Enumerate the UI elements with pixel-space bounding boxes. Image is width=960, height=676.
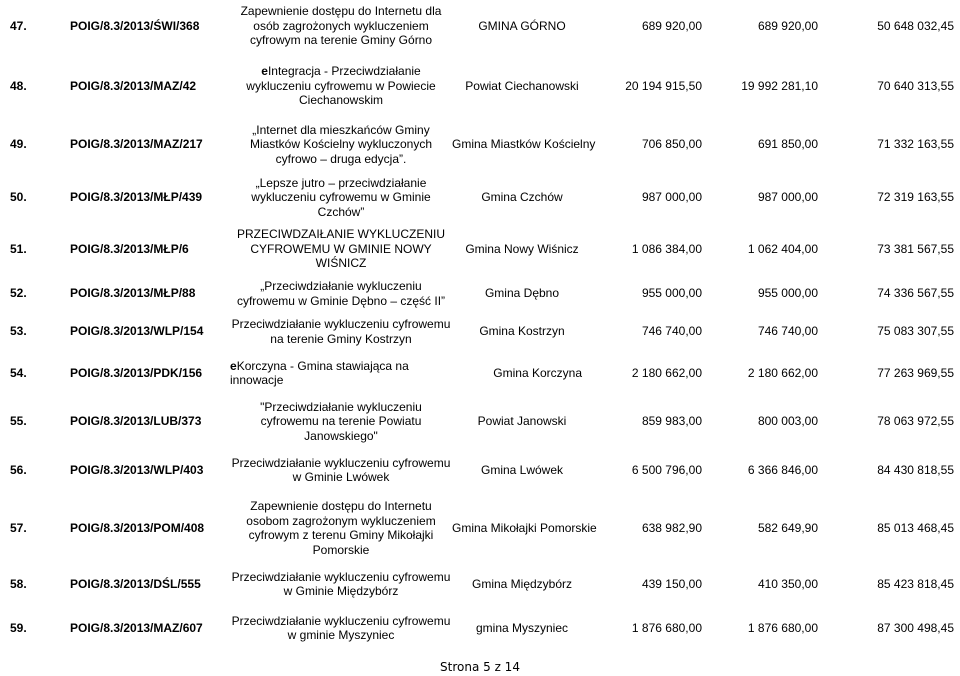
project-code: POIG/8.3/2013/WLP/154 bbox=[70, 324, 204, 339]
cumulative-value: 78 063 972,55 bbox=[877, 414, 954, 428]
cumulative-value: 50 648 032,45 bbox=[877, 18, 954, 33]
title-text: Integracja - Przeciwdziałanie wykluczeniu cyfrowemu w Powiecie Ciechanowskim bbox=[246, 64, 436, 107]
eligible-value: 1 062 404,00 bbox=[747, 241, 818, 256]
project-title: Przeciwdziałanie wykluczeniu cyfrowemu na terenie Gminy Kostrzyn bbox=[231, 317, 451, 346]
project-code: POIG/8.3/2013/ŚWI/368 bbox=[70, 18, 200, 33]
row-number: 56. bbox=[10, 462, 27, 477]
eligible-value: 955 000,00 bbox=[757, 286, 818, 301]
project-title: Przeciwdziałanie wykluczeniu cyfrowemu w Gminie Międzybórz bbox=[231, 569, 451, 598]
project-title: Zapewnienie dostępu do Internetu osobom zagrożonym wykluczeniem cyfrowym z terenu Gminy Mikołajki Pomorskie bbox=[246, 499, 436, 557]
cumulative-value: 73 381 567,55 bbox=[877, 241, 954, 256]
project-title bbox=[230, 359, 452, 388]
eligible-value: 19 992 281,10 bbox=[741, 78, 818, 93]
project-title: Zapewnienie dostępu do Internetu dla osób zagrożonych wykluczeniem cyfrowym na terenie Gminy Górno bbox=[240, 4, 442, 48]
row-number: 58. bbox=[10, 576, 27, 591]
project-title: PRZECIWDZAIŁANIE WYKLUCZENIU CYFROWEMU W GMINIE NOWY WIŚNICZ bbox=[236, 227, 446, 270]
table-row bbox=[0, 227, 960, 271]
beneficiary: Gmina Kostrzyn bbox=[479, 324, 565, 339]
row-number: 49. bbox=[10, 137, 27, 152]
eligible-value: 800 003,00 bbox=[757, 414, 818, 428]
project-code: POIG/8.3/2013/MAZ/607 bbox=[70, 620, 203, 635]
beneficiary: Gmina Mikołajki Pomorskie bbox=[452, 520, 597, 535]
beneficiary: Gmina Międzybórz bbox=[471, 576, 573, 591]
table-row bbox=[0, 277, 960, 311]
table-row bbox=[0, 400, 960, 444]
eligible-value: 746 740,00 bbox=[757, 324, 818, 339]
project-title: "Przeciwdziałanie wykluczeniu cyfrowemu na terenie Powiatu Janowskiego" bbox=[260, 399, 422, 443]
table-row bbox=[0, 567, 960, 601]
row-number: 54. bbox=[10, 365, 27, 380]
total-value: 689 920,00 bbox=[641, 18, 702, 33]
eligible-value: 2 180 662,00 bbox=[747, 365, 818, 380]
total-value: 746 740,00 bbox=[641, 324, 702, 339]
row-number: 50. bbox=[10, 190, 27, 204]
project-title: Przeciwdziałanie wykluczeniu cyfrowemu w gminie Myszyniec bbox=[231, 613, 451, 642]
project-code: POIG/8.3/2013/LUB/373 bbox=[70, 414, 202, 428]
beneficiary: Gmina Korczyna bbox=[493, 365, 582, 380]
eligible-value: 410 350,00 bbox=[757, 576, 818, 591]
eligible-value: 691 850,00 bbox=[757, 137, 818, 152]
cumulative-value: 85 423 818,45 bbox=[877, 576, 954, 591]
row-number: 55. bbox=[10, 414, 27, 428]
table-row bbox=[0, 359, 960, 388]
eligible-value: 689 920,00 bbox=[757, 18, 818, 33]
beneficiary: GMINA GÓRNO bbox=[478, 18, 566, 33]
total-value: 859 983,00 bbox=[641, 414, 702, 428]
table-row bbox=[0, 64, 960, 108]
row-number: 52. bbox=[10, 286, 27, 301]
project-code: POIG/8.3/2013/DŚL/555 bbox=[70, 576, 201, 591]
row-number: 48. bbox=[10, 78, 27, 93]
cumulative-value: 70 640 313,55 bbox=[877, 78, 954, 93]
total-value: 638 982,90 bbox=[641, 520, 702, 535]
table-row bbox=[0, 611, 960, 645]
total-value: 439 150,00 bbox=[641, 576, 702, 591]
table-row bbox=[0, 315, 960, 349]
beneficiary: Powiat Janowski bbox=[477, 414, 567, 428]
cumulative-value: 87 300 498,45 bbox=[877, 620, 954, 635]
project-code: POIG/8.3/2013/PDK/156 bbox=[70, 365, 203, 380]
project-title: „Przeciwdziałanie wykluczeniu cyfrowemu w Gminie Dębno – część II” bbox=[236, 279, 446, 308]
table-row bbox=[0, 453, 960, 487]
project-code: POIG/8.3/2013/MŁP/6 bbox=[70, 241, 189, 256]
title-text: Korczyna - Gmina stawiająca na innowacje bbox=[230, 358, 409, 387]
table-row bbox=[0, 120, 960, 170]
project-code: POIG/8.3/2013/WLP/403 bbox=[70, 462, 204, 477]
eligible-value: 6 366 846,00 bbox=[747, 462, 818, 477]
eligible-value: 987 000,00 bbox=[757, 190, 818, 204]
total-value: 6 500 796,00 bbox=[631, 462, 702, 477]
project-title: Przeciwdziałanie wykluczeniu cyfrowemu w Gminie Lwówek bbox=[231, 455, 451, 484]
title-prefix: e bbox=[261, 64, 268, 78]
total-value: 987 000,00 bbox=[641, 190, 702, 204]
beneficiary: Gmina Czchów bbox=[481, 190, 563, 204]
total-value: 706 850,00 bbox=[641, 137, 702, 152]
table-row bbox=[0, 176, 960, 220]
table-row bbox=[0, 499, 960, 557]
project-code: POIG/8.3/2013/MŁP/88 bbox=[70, 286, 196, 301]
total-value: 1 086 384,00 bbox=[631, 241, 702, 256]
total-value: 2 180 662,00 bbox=[631, 365, 702, 380]
cumulative-value: 85 013 468,45 bbox=[877, 520, 954, 535]
cumulative-value: 72 319 163,55 bbox=[877, 190, 954, 204]
page-number-footer: Strona 5 z 14 bbox=[440, 660, 520, 674]
beneficiary: Gmina Miastków Kościelny bbox=[452, 137, 596, 152]
row-number: 59. bbox=[10, 620, 27, 635]
beneficiary: Gmina Dębno bbox=[484, 286, 560, 301]
project-code: POIG/8.3/2013/POM/408 bbox=[70, 520, 205, 535]
table-row bbox=[0, 0, 960, 52]
beneficiary: gmina Myszyniec bbox=[475, 620, 569, 635]
row-number: 47. bbox=[10, 18, 27, 33]
beneficiary: Gmina Lwówek bbox=[480, 462, 564, 477]
total-value: 20 194 915,50 bbox=[625, 78, 702, 93]
row-number: 53. bbox=[10, 324, 27, 339]
project-title bbox=[230, 64, 452, 108]
eligible-value: 582 649,90 bbox=[757, 520, 818, 535]
cumulative-value: 84 430 818,55 bbox=[877, 462, 954, 477]
project-code: POIG/8.3/2013/MŁP/439 bbox=[70, 190, 203, 204]
project-code: POIG/8.3/2013/MAZ/217 bbox=[70, 137, 203, 152]
total-value: 1 876 680,00 bbox=[631, 620, 702, 635]
project-code: POIG/8.3/2013/MAZ/42 bbox=[70, 78, 197, 93]
eligible-value: 1 876 680,00 bbox=[747, 620, 818, 635]
project-title: „Lepsze jutro – przeciwdziałanie wykluczeniu cyfrowemu w Gminie Czchów” bbox=[251, 175, 431, 219]
beneficiary: Powiat Ciechanowski bbox=[465, 78, 579, 93]
cumulative-value: 75 083 307,55 bbox=[877, 324, 954, 339]
cumulative-value: 74 336 567,55 bbox=[877, 286, 954, 301]
row-number: 57. bbox=[10, 520, 27, 535]
cumulative-value: 77 263 969,55 bbox=[877, 365, 954, 380]
title-prefix: e bbox=[230, 358, 237, 373]
cumulative-value: 71 332 163,55 bbox=[877, 137, 954, 152]
project-title: „Internet dla mieszkańców Gminy Miastków Kościelny wykluczonych cyfrowo – druga edycja”. bbox=[249, 122, 433, 166]
row-number: 51. bbox=[10, 241, 27, 256]
total-value: 955 000,00 bbox=[641, 286, 702, 301]
beneficiary: Gmina Nowy Wiśnicz bbox=[465, 241, 579, 256]
